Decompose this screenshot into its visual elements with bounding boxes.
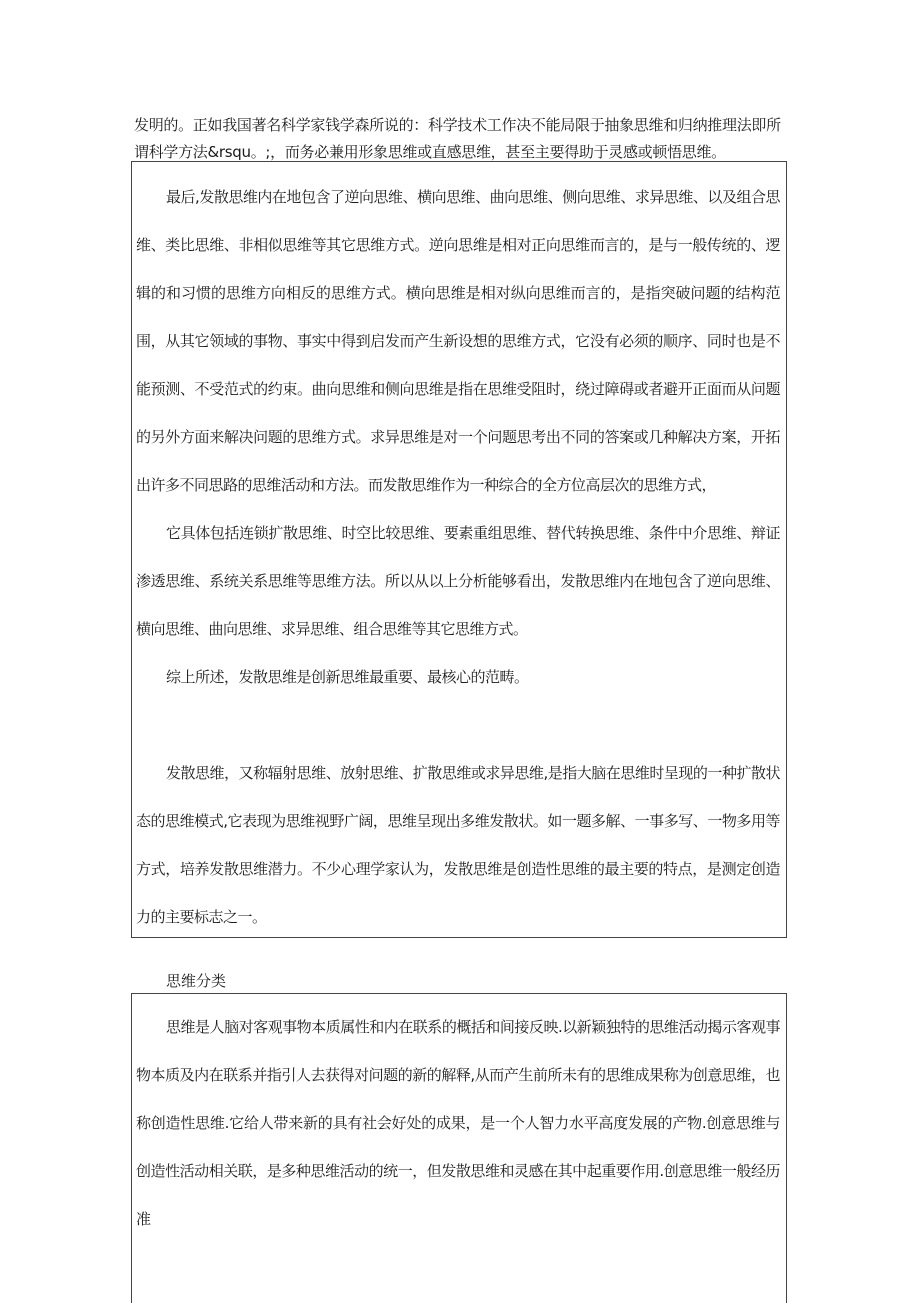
paragraph-definition: 发散思维，又称辐射思维、放射思维、扩散思维或求异思维,是指大脑在思维时呈现的一种扩散状态的思维模式,它表现为思维视野广阔，思维呈现出多维发散状。如一题多解、一事多写、一物多用等方式，培养发散思维潜力。不少心理学家认为，发散思维是创造性思维的最主要的特点，是测定创造力的主要标志之一。 [136,764,780,926]
paragraph-divergent-methods: 它具体包括连锁扩散思维、时空比较思维、要素重组思维、替代转换思维、条件中介思维、辩证渗透思维、系统关系思维等思维方法。所以从以上分析能够看出，发散思维内在地包含了逆向思维、横向思维、曲向思维、求异思维、组合思维等其它思维方式。 [136,524,780,638]
section-heading: 思维分类 [166,972,227,990]
paragraph-divergent-forms: 最后,发散思维内在地包含了逆向思维、横向思维、曲向思维、侧向思维、求异思维、以及组合思维、类比思维、非相似思维等其它思维方式。逆向思维是相对正向思维而言的，是与一般传统的、逻辑的和习惯的思维方向相反的思维方式。横向思维是相对纵向思维而言的，是指突破问题的结构范围，从其它领域的事物、事实中得到启发而产生新设想的思维方式，它没有必须的顺序、同时也是不能预测、不受范式的约束。曲向思维和侧向思维是指在思维受阻时，绕过障碍或者避开正面而从问题的另外方面来解决问题的思维方式。求异思维是对一个问题思考出不同的答案或几种解决方案，开拓出许多不同思路的思维活动和方法。而发散思维作为一种综合的全方位高层次的思维方式， [136,188,780,494]
text-box-thinking-categories [131,993,787,1303]
text-box-divergent-thinking [131,161,787,938]
intro-paragraph: 发明的。正如我国著名科学家钱学森所说的：科学技术工作决不能局限于抽象思维和归纳推理法即所谓科学方法&rsqu。;，而务必兼用形象思维或直感思维，甚至主要得助于灵感或顿悟思维。 [134,116,781,161]
paragraph-summary: 综上所述，发散思维是创新思维最重要、最核心的范畴。 [166,668,529,686]
paragraph-creative-thinking: 思维是人脑对客观事物本质属性和内在联系的概括和间接反映.以新颖独特的思维活动揭示客观事物本质及内在联系并指引人去获得对问题的新的解释,从而产生前所未有的思维成果称为创意思维，也称创造性思维.它给人带来新的具有社会好处的成果，是一个人智力水平高度发展的产物.创意思维与创造性活动相关联，是多种思维活动的统一，但发散思维和灵感在其中起重要作用.创意思维一般经历准 [136,1018,780,1228]
